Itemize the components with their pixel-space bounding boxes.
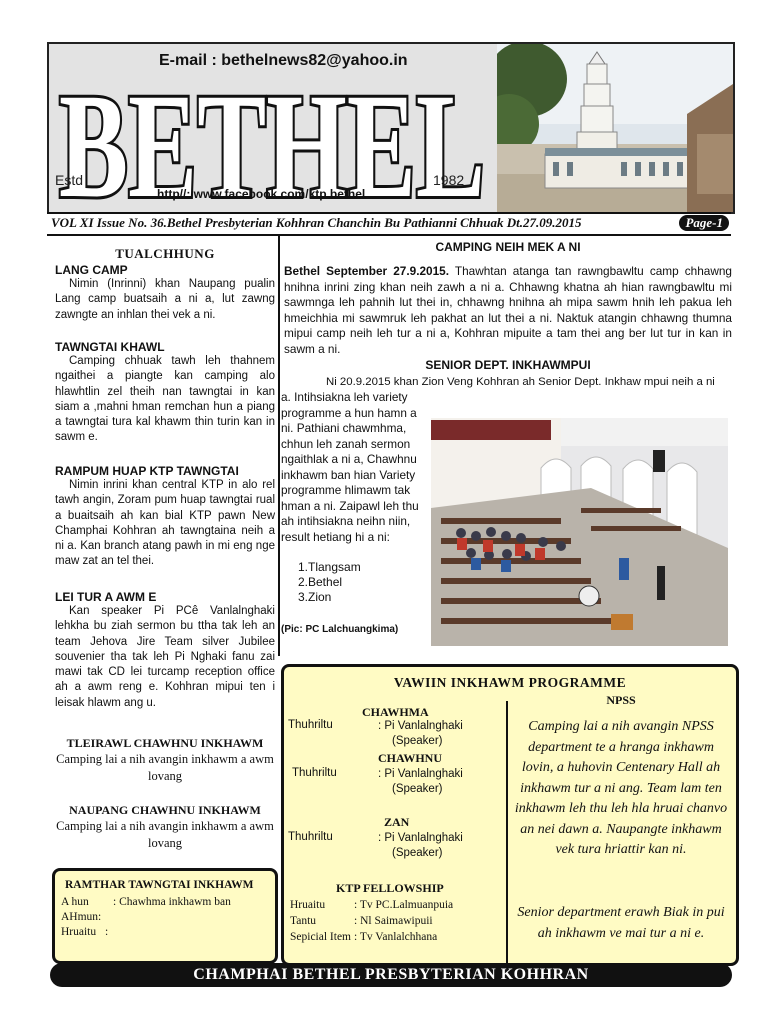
row-label: AHmun: bbox=[61, 911, 102, 923]
chawhnu-label: Thuhriltu bbox=[292, 767, 337, 779]
footer-banner: CHAMPHAI BETHEL PRESBYTERIAN KOHHRAN bbox=[50, 963, 732, 987]
estd-label: Estd bbox=[55, 172, 84, 188]
issue-line: VOL XI Issue No. 36.Bethel Presbyterian Kohhran Chanchin Bu Pathianni Chhuak Dt.27.09.2015 bbox=[51, 215, 582, 230]
npss-paragraph: Camping lai a nih avangin NPSS department te a hranga inkhawm lovin, a huhovin Centenary Hall ah inkhawm tur a ni ang. Team lam ten inkhawm leh thu leh hla hruai chanvo an nei dawn a. Naupangte inkhawm vek tura hriattir kan ni. bbox=[514, 719, 728, 857]
title-letters: BETHEL bbox=[59, 63, 485, 211]
church-building-photo bbox=[497, 44, 733, 212]
speaker-name: : Pi Vanlalnghaki bbox=[378, 768, 463, 780]
speaker-role: (Speaker) bbox=[392, 847, 443, 859]
ramthar-row bbox=[61, 896, 231, 908]
results-list bbox=[298, 560, 361, 605]
zan-label: Thuhriltu bbox=[288, 831, 333, 843]
zan-speaker bbox=[378, 831, 463, 861]
ktp-row bbox=[290, 915, 433, 927]
row-value: : Tv PC.Lalmuanpuia bbox=[354, 899, 454, 911]
section-body: Nimin (Inrinni) khan Naupang pualin Lang camp buatsaih a ni a, lut zawng zawngte an inhlan thei vek a ni. bbox=[55, 278, 275, 321]
ktp-row bbox=[290, 931, 438, 943]
section-title: LANG CAMP bbox=[55, 263, 128, 277]
senior-title: SENIOR DEPT. INKHAWMPUI bbox=[425, 358, 591, 372]
npss-paragraph-2: Senior department erawh Biak in pui ah inkhawm ve mai tur a ni e. bbox=[517, 905, 725, 941]
programme-divider bbox=[506, 701, 508, 963]
section-title: TAWNGTAI KHAWL bbox=[55, 340, 165, 354]
speaker-name: : Pi Vanlalnghaki bbox=[378, 832, 463, 844]
section-tawngtai-khawl bbox=[55, 340, 275, 446]
speaker-role: (Speaker) bbox=[392, 735, 443, 747]
ktp-title: KTP FELLOWSHIP bbox=[336, 881, 444, 895]
chawhma-speaker bbox=[378, 719, 463, 749]
section-body: Camping chhuak tawh leh thahnem ngaithei a piangte kan camping alo hlawhtlin zel theih nan tawngtai in kan siam a ,mahni hman remchan hun a piang a tawngtai tura kal khawm thin turin kan in sawm e. bbox=[55, 355, 275, 444]
chawhma-label: Thuhriltu bbox=[288, 719, 333, 731]
facebook-link[interactable]: http//: www.facebook.com/ktp.bethel bbox=[157, 187, 366, 201]
notice-body: Camping lai a nih avangin inkhawm a awm lovang bbox=[56, 819, 274, 850]
notice-title: TLEIRAWL CHAWHNU INKHAWM bbox=[66, 736, 264, 750]
tleirawl-notice bbox=[55, 736, 275, 785]
page-number-badge: Page-1 bbox=[679, 215, 729, 231]
chawhnu-title: CHAWHNU bbox=[378, 751, 443, 765]
zan-title: ZAN bbox=[384, 815, 410, 829]
camping-body bbox=[284, 264, 732, 357]
section-title: LEI TUR A AWM E bbox=[55, 590, 157, 604]
row-value: : Tv Vanlalchhana bbox=[354, 931, 438, 943]
camping-text: Thawhtan atanga tan rawngbawltu camp chhawng hnihna inrini zing khan neih zawh a ni a. Chhawng khatna ah hian rawngbawltu mi sawmnga leh pahnih lut thei in, chhawng hnihna ah mipa sawm hnih leh pakua leh hmeichhia mi sawmruk leh pakhat an lut thei a ni. Naktuk atangin chhawng thumna mipui camp neih leh tur a ni a, Kohhran mipuite a tam thei ang ber lut tur in kan in sawm a ni. bbox=[284, 264, 732, 356]
notice-title: NAUPANG CHAWHNU INKHAWM bbox=[69, 803, 261, 817]
row-label: Sepicial Item bbox=[290, 931, 351, 943]
programme-title: VAWIIN INKHAWM PROGRAMME bbox=[393, 675, 627, 690]
email-address: E-mail : bethelnews82@yahoo.in bbox=[159, 52, 408, 69]
ktp-row bbox=[290, 899, 454, 911]
ramthar-row bbox=[61, 911, 101, 923]
chawhma-title: CHAWHMA bbox=[362, 705, 429, 719]
section-title: RAMPUM HUAP KTP TAWNGTAI bbox=[55, 464, 239, 478]
row-value: : Nl Saimawipuii bbox=[354, 915, 433, 927]
camping-title: CAMPING NEIH MEK A NI bbox=[435, 240, 581, 254]
section-lang-camp bbox=[55, 263, 275, 323]
senior-first-line: Ni 20.9.2015 khan Zion Veng Kohhran ah Senior Dept. Inkhaw mpui neih a ni bbox=[326, 376, 715, 388]
tualchhung-heading: TUALCHHUNG bbox=[115, 246, 215, 261]
church-interior-photo bbox=[431, 418, 728, 646]
naupang-notice bbox=[55, 803, 275, 852]
ramthar-title: RAMTHAR TAWNGTAI INKHAWM bbox=[65, 879, 254, 891]
column-divider bbox=[278, 236, 280, 656]
programme-box bbox=[281, 664, 739, 966]
npss-title: NPSS bbox=[606, 693, 636, 707]
section-rampum-huap bbox=[55, 464, 275, 570]
ramthar-box bbox=[52, 868, 278, 964]
pic-credit: (Pic: PC Lalchuangkima) bbox=[281, 624, 399, 635]
issue-info-bar bbox=[47, 212, 731, 236]
row-label: Tantu bbox=[290, 915, 317, 927]
row-label: Hruaitu bbox=[61, 926, 97, 938]
row-value: : Chawhma inkhawm ban bbox=[113, 896, 231, 908]
camping-lead: Bethel September 27.9.2015. bbox=[284, 264, 449, 278]
ramthar-row bbox=[61, 926, 109, 938]
speaker-name: : Pi Vanlalnghaki bbox=[378, 720, 463, 732]
speaker-role: (Speaker) bbox=[392, 783, 443, 795]
result-item: 3.Zion bbox=[298, 590, 332, 604]
row-value: : bbox=[105, 926, 109, 938]
row-label: Hruaitu bbox=[290, 899, 326, 911]
section-lei-tur bbox=[55, 590, 275, 711]
senior-body: a. Intihsiakna leh variety programme a hun hamn a ni. Pathiani chawmhma, chhun leh zanah sermon ngaithlak a ni a, Chawhnu inkhawm ban hian Variety programme hlimawm tak hman a ni. Zaipawl leh thu ah intihsiakna neihn niin, result hetiang hi a ni: bbox=[281, 390, 419, 544]
result-item: 1.Tlangsam bbox=[298, 560, 361, 574]
section-body: Kan speaker Pi PCê Vanlalnghaki lehkha bu ziah sermon bu ttha tak leh an team Jehova Jire Team silver Jubilee souvenier tha tak leh Pi Nghaki fanu zai mawi tak CD lei turcamp reception office ah a awm reng e. Kohhran mipui ten i leisak hlawm ang u. bbox=[55, 605, 275, 709]
row-label: A hun bbox=[61, 896, 89, 908]
chawhnu-speaker bbox=[378, 767, 463, 797]
section-body: Nimin inrini khan central KTP in alo rel tawh angin, Zoram pum huap tawngtai rual a buaitsaih ah kan bial KTP pawn New Champhai Kohhran ah tawngtaina neih a ni a. Kan branch atang pawh in mi eng nge maw zat an tel thei. bbox=[55, 479, 275, 568]
result-item: 2.Bethel bbox=[298, 575, 343, 589]
notice-body: Camping lai a nih avangin inkhawm a awm lovang bbox=[56, 752, 274, 783]
masthead bbox=[47, 42, 735, 214]
established-year: 1982 bbox=[433, 172, 465, 188]
